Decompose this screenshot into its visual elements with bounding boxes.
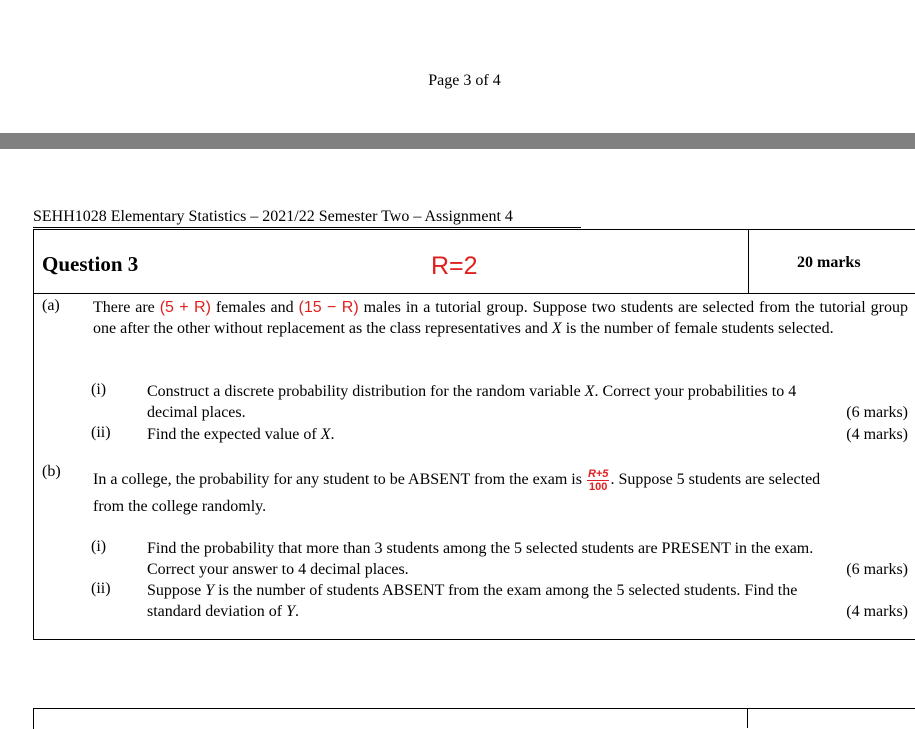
r-value-annotation: R=2 — [431, 252, 478, 280]
part-a-i-label: (i) — [91, 381, 107, 398]
course-title: SEHH1028 Elementary Statistics – 2021/22 Semester Two – Assignment 4 — [33, 208, 513, 225]
part-b-text: In a college, the probability for any student to be ABSENT from the exam is $\frac{R+5}{100}$ . Suppose 5 students are selected from the college randomly. — [93, 467, 821, 515]
page-separator-bar — [0, 133, 915, 149]
absent-probability-fraction: $\frac{R+5}{100}$ — [587, 467, 609, 493]
part-b-i-label: (i) — [91, 538, 107, 555]
males-expression: (15 − R) — [298, 299, 359, 316]
header-divider — [748, 230, 749, 293]
question-box — [33, 229, 915, 640]
part-a-i-marks: (6 marks) — [846, 404, 908, 421]
part-b-ii-text: Suppose Y is the number of students ABSENT from the exam among the 5 selected students. Find the standard deviation of Y. (4 marks) — [147, 582, 908, 620]
part-a-ii-text: Find the expected value of X. (4 marks) — [147, 426, 908, 443]
question-title: Question 3 — [42, 252, 139, 276]
part-b-i-marks: (6 marks) — [846, 561, 908, 578]
part-b-i-text: Find the probability that more than 3 students among the 5 selected students are PRESENT in the exam. Correct your answer to 4 decimal places. (6 marks) — [147, 540, 908, 578]
total-marks: 20 marks — [797, 254, 861, 271]
course-title-underline — [33, 227, 581, 228]
header-bottom-line — [34, 293, 915, 294]
part-b-label: (b) — [42, 463, 61, 480]
part-a-ii-label: (ii) — [91, 424, 111, 441]
page-number: Page 3 of 4 — [428, 72, 501, 89]
part-a-text: There are (5 + R) females and (15 − R) males in a tutorial group. Suppose two students are selected from the tutorial group one after the other without replacement as the class representatives and X is the number of female students selected. — [93, 299, 908, 337]
part-b-ii-label: (ii) — [91, 580, 111, 597]
next-question-divider — [747, 708, 748, 728]
next-question-box — [33, 708, 915, 729]
part-a-label: (a) — [42, 297, 60, 314]
part-b-ii-marks: (4 marks) — [846, 603, 908, 620]
part-a-i-text: Construct a discrete probability distribution for the random variable X. Correct your probabilities to 4 decimal places. (6 marks) — [147, 383, 908, 421]
part-a-ii-marks: (4 marks) — [846, 426, 908, 443]
females-expression: (5 + R) — [159, 299, 211, 316]
